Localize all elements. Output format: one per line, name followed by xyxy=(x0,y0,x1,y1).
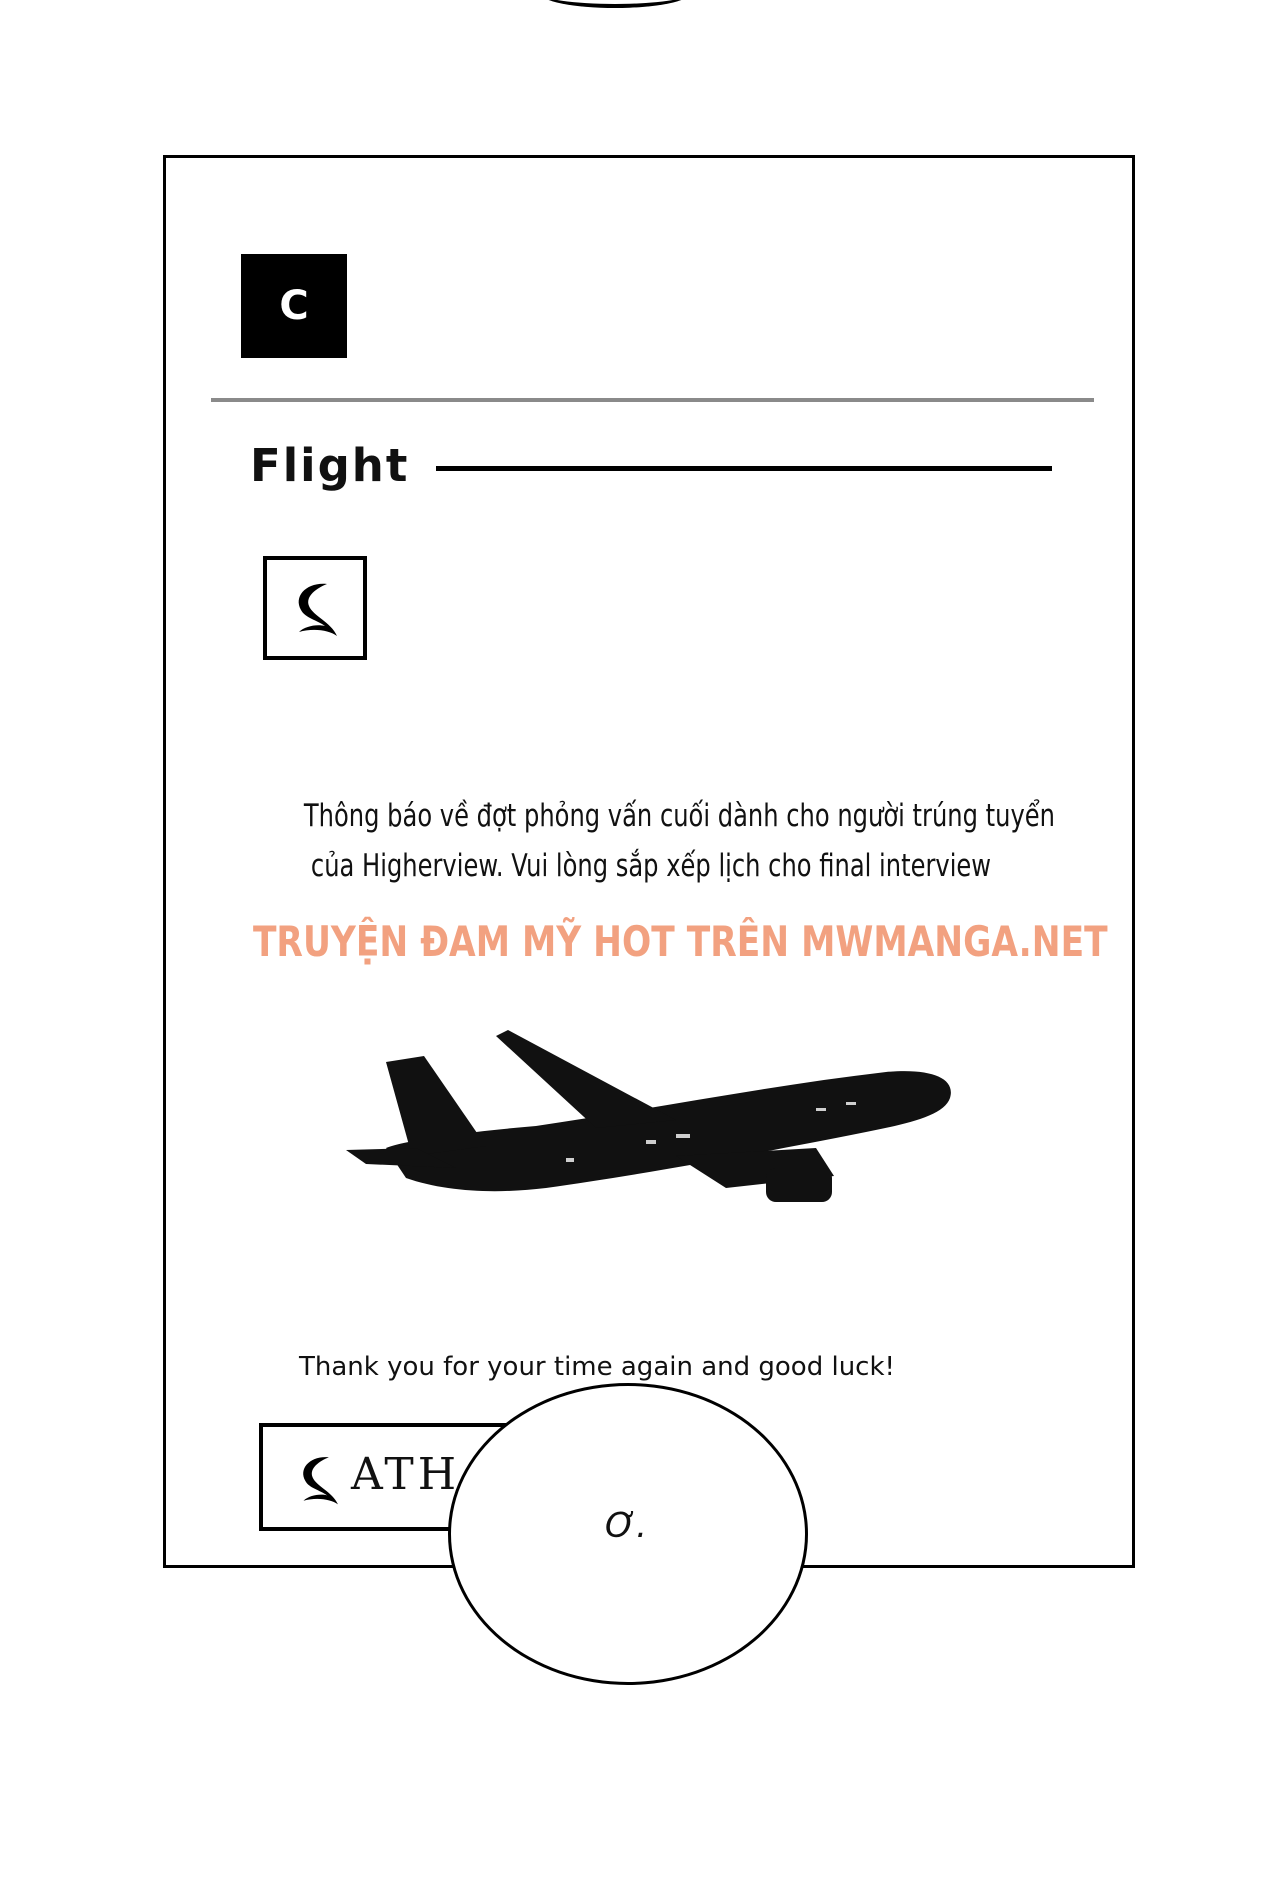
airline-brand-name: ATH xyxy=(351,1449,461,1500)
scanlation-watermark: TRUYỆN ĐAM MỸ HOT TRÊN MWMANGA.NET xyxy=(252,917,1108,966)
airline-mark-box xyxy=(263,556,367,660)
flight-label: Flight xyxy=(250,439,410,492)
closing-text: Thank you for your time again and good luck! xyxy=(299,1352,895,1382)
flight-notice-card xyxy=(163,155,1135,1568)
flight-underline xyxy=(436,466,1052,471)
notice-line-2: của Higherview. Vui lòng sắp xếp lịch cho final interview xyxy=(310,848,992,884)
airplane-icon xyxy=(346,1028,996,1228)
company-logo-letter: C xyxy=(279,283,309,329)
company-logo-box xyxy=(241,254,347,358)
notice-line-1: Thông báo về đợt phỏng vấn cuối dành cho người trúng tuyển xyxy=(303,798,1055,834)
interview-notice-text xyxy=(303,791,1055,891)
panel-edge-arc xyxy=(540,0,690,8)
speech-bubble xyxy=(448,1383,808,1685)
speech-bubble-text: Ơ. xyxy=(605,1506,647,1546)
header-divider xyxy=(211,398,1094,402)
swoosh-logo-icon xyxy=(289,1444,347,1514)
swoosh-logo-icon xyxy=(283,576,347,640)
